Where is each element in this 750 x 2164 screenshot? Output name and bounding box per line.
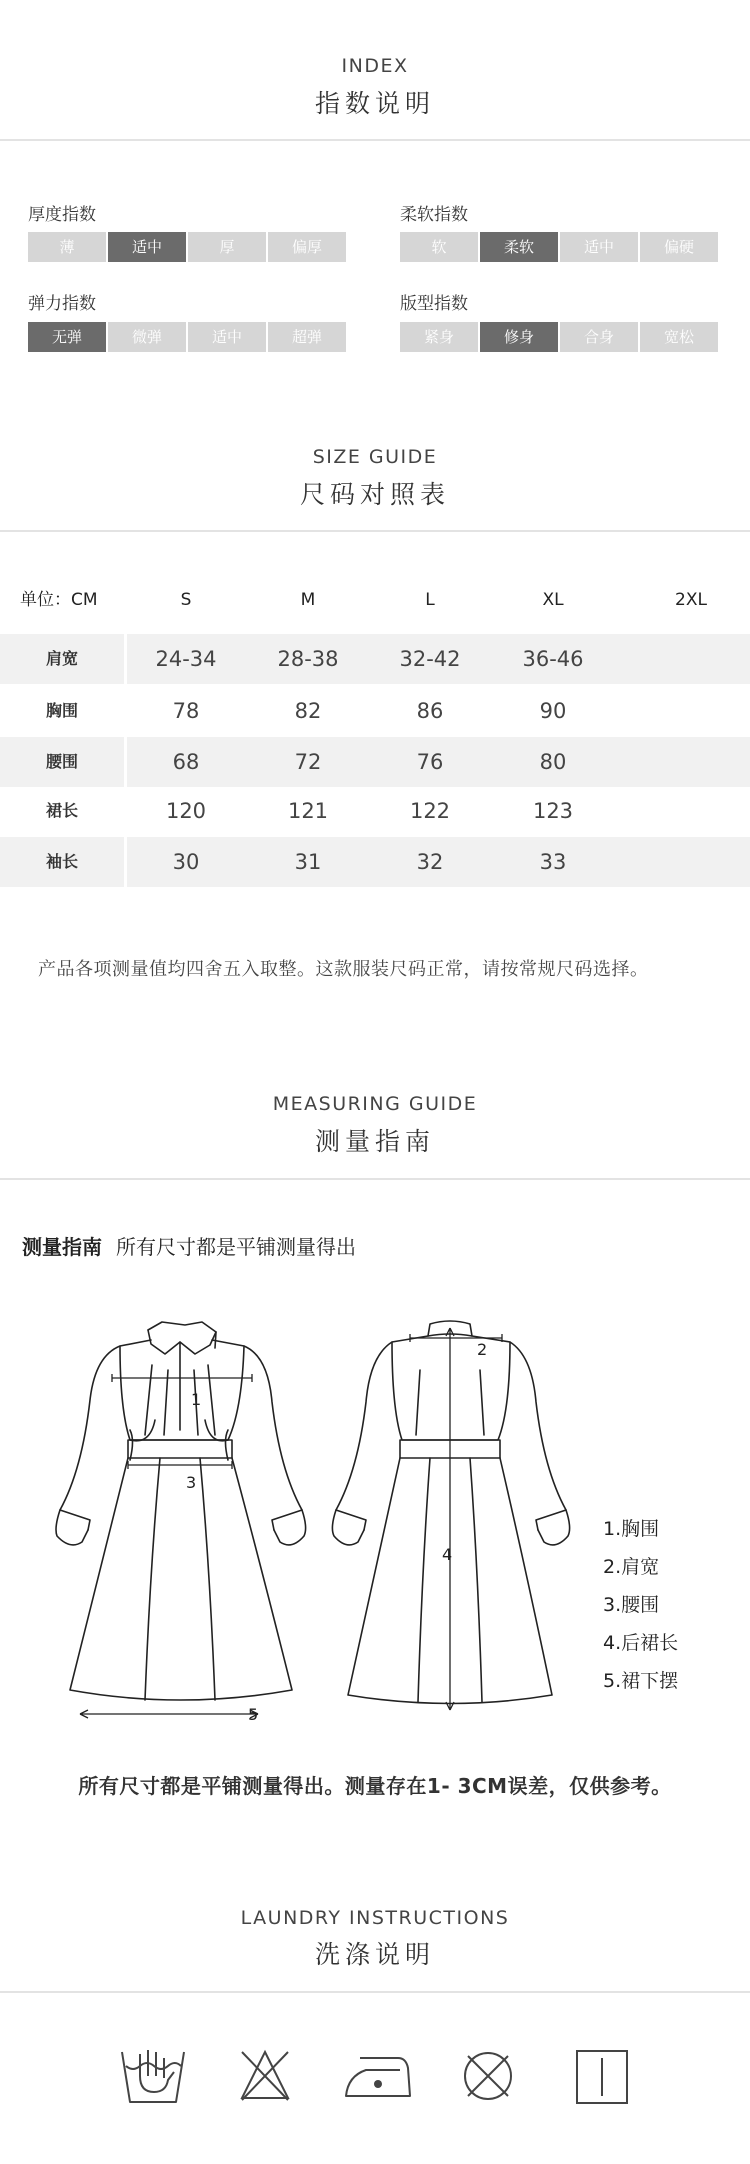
index-option: 合身	[560, 322, 638, 352]
table-row	[0, 786, 750, 836]
measuring-title	[22, 1231, 356, 1260]
index-option-selected: 修身	[480, 322, 558, 352]
divider	[0, 1178, 750, 1180]
measuring-title-rest: 所有尺寸都是平铺测量得出	[116, 1235, 356, 1259]
table-cell: 120	[165, 799, 207, 823]
measuring-disclaimer: 所有尺寸都是平铺测量得出。测量存在1- 3CM误差，仅供参考。	[78, 1774, 672, 1798]
table-cell: 72	[294, 750, 322, 774]
index-option: 薄	[28, 232, 106, 262]
index-option: 微弹	[108, 322, 186, 352]
do-not-dry-clean-icon	[460, 2048, 516, 2104]
elasticity-index-scale	[28, 322, 346, 352]
dress-measurement-diagram	[40, 1310, 600, 1740]
index-option-selected: 适中	[108, 232, 186, 262]
size-header: M	[300, 590, 316, 610]
table-row	[0, 737, 750, 787]
table-row	[0, 686, 750, 736]
index-option: 超弹	[268, 322, 346, 352]
diagram-number-2: 2	[477, 1340, 488, 1359]
diagram-number-3: 3	[186, 1473, 197, 1492]
unit-label: 单位：CM	[20, 590, 98, 610]
fit-index-scale	[400, 322, 718, 352]
hang-dry-icon	[574, 2048, 630, 2106]
divider	[0, 1991, 750, 1993]
table-cell: 36-46	[522, 647, 584, 671]
legend-item: 4.后裙长	[603, 1632, 679, 1654]
thickness-index-label: 厚度指数	[28, 205, 96, 225]
table-cell: 31	[294, 850, 322, 874]
row-label: 腰围	[45, 752, 78, 771]
table-row	[0, 634, 750, 684]
diagram-number-1: 1	[191, 1390, 202, 1409]
table-cell: 121	[287, 799, 329, 823]
size-guide-title-cn: 尺码对照表	[299, 480, 450, 509]
laundry-title-cn: 洗涤说明	[314, 1940, 435, 1969]
table-cell: 122	[409, 799, 451, 823]
measuring-guide-title-en: MEASURING GUIDE	[272, 1093, 478, 1115]
table-cell: 90	[539, 699, 567, 723]
measurement-legend	[603, 1510, 678, 1700]
row-label: 肩宽	[45, 649, 78, 668]
table-cell: 78	[172, 699, 200, 723]
table-cell: 86	[416, 699, 444, 723]
table-row	[0, 837, 750, 887]
thickness-index-scale	[28, 232, 346, 262]
table-cell: 33	[539, 850, 567, 874]
size-header: XL	[542, 590, 564, 610]
softness-index-label: 柔软指数	[400, 205, 468, 225]
front-waistband	[128, 1440, 232, 1458]
row-label: 裙长	[45, 801, 78, 820]
index-title-cn: 指数说明	[314, 89, 435, 118]
divider	[0, 530, 750, 532]
size-header: 2XL	[675, 590, 707, 610]
legend-item: 3.腰围	[603, 1594, 660, 1616]
measuring-title-bold: 测量指南	[22, 1235, 102, 1259]
elasticity-index-label: 弹力指数	[28, 294, 96, 314]
index-option: 紧身	[400, 322, 478, 352]
index-option-selected: 柔软	[480, 232, 558, 262]
table-cell: 28-38	[277, 647, 339, 671]
index-option: 软	[400, 232, 478, 262]
index-option: 偏厚	[268, 232, 346, 262]
laundry-title-en: LAUNDRY INSTRUCTIONS	[240, 1907, 510, 1929]
front-skirt	[70, 1458, 292, 1700]
size-header: L	[425, 590, 435, 610]
index-option: 厚	[188, 232, 266, 262]
diagram-number-5: 5	[248, 1705, 259, 1724]
table-cell: 123	[532, 799, 574, 823]
do-not-bleach-icon	[238, 2048, 292, 2104]
row-label: 袖长	[45, 852, 78, 871]
row-label: 胸围	[45, 701, 78, 720]
index-option: 适中	[560, 232, 638, 262]
size-guide-title-en: SIZE GUIDE	[312, 446, 438, 468]
size-note: 产品各项测量值均四舍五入取整。这款服装尺码正常，请按常规尺码选择。	[38, 959, 649, 980]
table-cell: 76	[416, 750, 444, 774]
index-option: 偏硬	[640, 232, 718, 262]
legend-item: 5.裙下摆	[603, 1670, 679, 1692]
measuring-guide-title-cn: 测量指南	[314, 1127, 435, 1156]
fit-index-label: 版型指数	[400, 294, 468, 314]
iron-low-heat-icon	[342, 2052, 414, 2102]
index-option-selected: 无弹	[28, 322, 106, 352]
table-cell: 82	[294, 699, 322, 723]
index-option: 适中	[188, 322, 266, 352]
hand-wash-icon	[118, 2046, 188, 2106]
table-cell: 68	[172, 750, 200, 774]
index-title-en: INDEX	[341, 55, 409, 77]
softness-index-scale	[400, 232, 718, 262]
table-cell: 32	[416, 850, 444, 874]
table-cell: 24-34	[155, 647, 217, 671]
table-cell: 32-42	[399, 647, 461, 671]
legend-item: 2.肩宽	[603, 1556, 660, 1578]
legend-item: 1.胸围	[603, 1518, 660, 1540]
table-cell: 30	[172, 850, 200, 874]
table-cell: 80	[539, 750, 567, 774]
index-option: 宽松	[640, 322, 718, 352]
diagram-number-4: 4	[442, 1545, 453, 1564]
size-header: S	[180, 590, 192, 610]
divider	[0, 139, 750, 141]
